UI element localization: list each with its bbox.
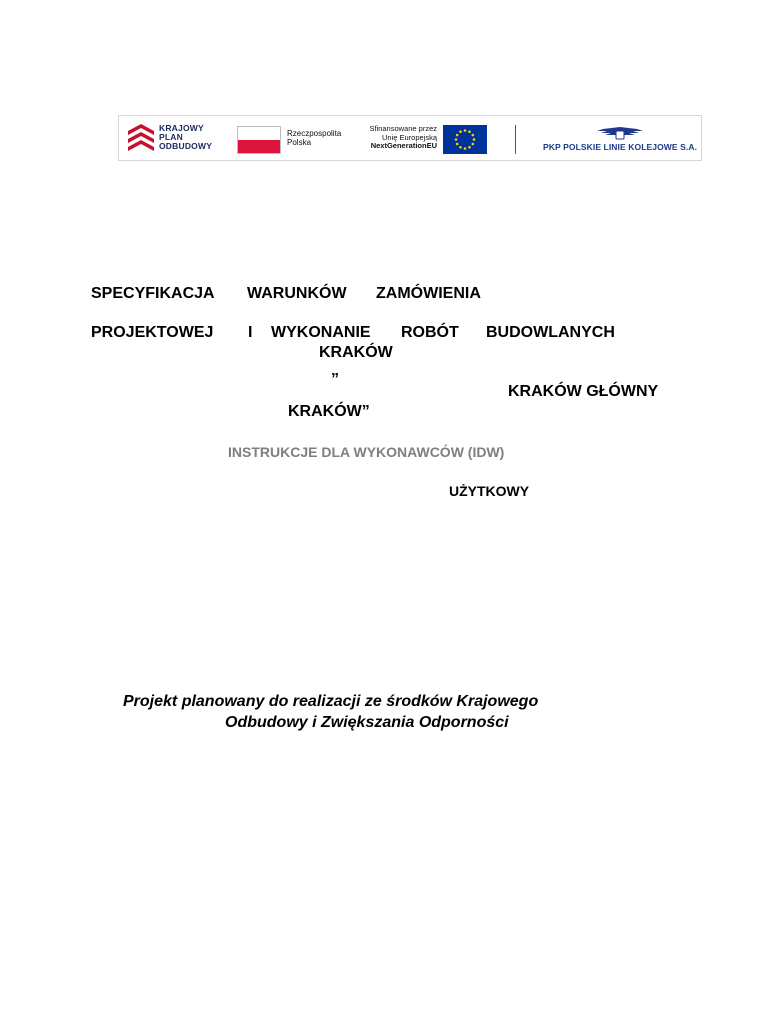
title-word-1: SPECYFIKACJA <box>91 285 215 302</box>
title-line3: KRAKÓW <box>319 344 393 361</box>
eu-flag-icon <box>443 125 487 154</box>
funding-line-1: Projekt planowany do realizacji ze środków Krajowego <box>123 693 539 710</box>
document-subtitle: INSTRUKCJE DLA WYKONAWCÓW (IDW) <box>228 444 505 460</box>
title-line5: KRAKÓW GŁÓWNY <box>508 383 659 400</box>
title-line2-word-3: WYKONANIE <box>271 324 371 341</box>
pkp-wings-icon <box>597 125 643 141</box>
funding-line-2: Odbudowy i Zwiększania Odporności <box>225 714 509 731</box>
pkp-logo-label: PKP POLSKIE LINIE KOLEJOWE S.A. <box>543 142 698 152</box>
kpo-logo-label: KRAJOWY PLAN ODBUDOWY <box>159 123 213 151</box>
eu-funding-label: Sfinansowane przez Unię Europejską NextGenerationEU <box>369 124 437 150</box>
logo-separator <box>515 125 516 154</box>
kpo-logo-icon <box>127 124 155 154</box>
poland-flag-icon <box>237 126 281 154</box>
rp-logo-label: Rzeczpospolita Polska <box>287 129 342 147</box>
title-line6: KRAKÓW” <box>288 403 370 420</box>
title-word-2: WARUNKÓW <box>247 285 347 302</box>
title-line2-word-1: PROJEKTOWEJ <box>91 324 214 341</box>
title-line2-word-2: I <box>248 324 253 341</box>
title-line2-word-5: BUDOWLANYCH <box>486 324 615 341</box>
usage-word: UŻYTKOWY <box>449 483 530 499</box>
logo-strip <box>118 115 702 161</box>
title-opening-quote: „ <box>331 362 339 379</box>
title-word-3: ZAMÓWIENIA <box>376 285 481 302</box>
title-line2-word-4: ROBÓT <box>401 324 459 341</box>
